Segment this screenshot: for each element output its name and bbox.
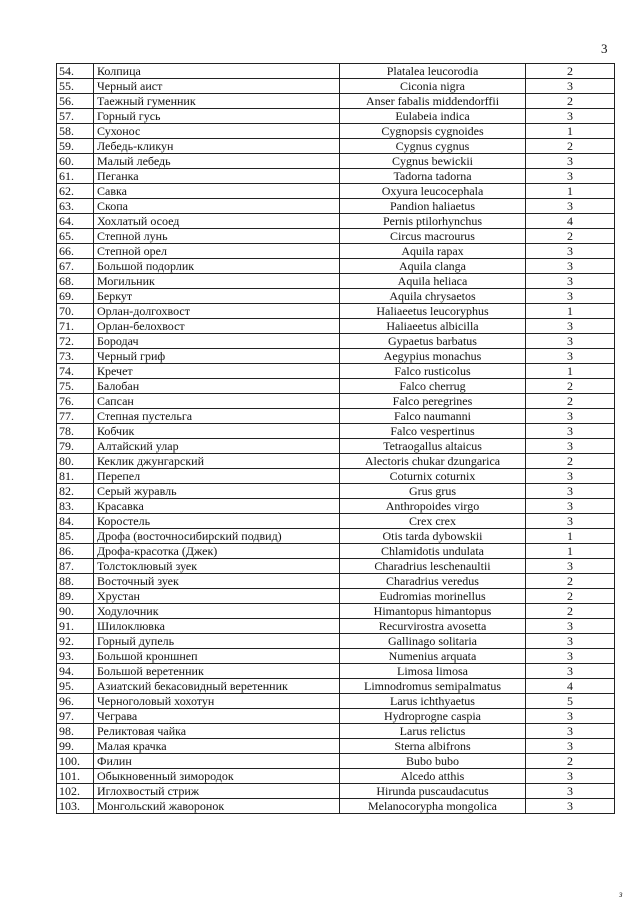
russian-name-cell: Кречет [94,364,340,379]
category-cell: 2 [526,754,615,769]
category-cell: 3 [526,349,615,364]
latin-name-cell: Platalea leucorodia [340,64,526,79]
latin-name-cell: Aquila rapax [340,244,526,259]
latin-name-cell: Alectoris chukar dzungarica [340,454,526,469]
latin-name-cell: Tadorna tadorna [340,169,526,184]
category-cell: 3 [526,289,615,304]
latin-name-cell: Limosa limosa [340,664,526,679]
table-row [57,334,615,349]
row-number-cell: 80. [57,454,94,469]
row-number-cell: 102. [57,784,94,799]
table-row [57,484,615,499]
table-row [57,244,615,259]
table-row [57,799,615,814]
russian-name-cell: Лебедь-кликун [94,139,340,154]
category-cell: 3 [526,169,615,184]
russian-name-cell: Таежный гуменник [94,94,340,109]
row-number-cell: 95. [57,679,94,694]
russian-name-cell: Азиатский бекасовидный веретенник [94,679,340,694]
category-cell: 2 [526,454,615,469]
latin-name-cell: Falco rusticolus [340,364,526,379]
latin-name-cell: Pernis ptilorhynchus [340,214,526,229]
russian-name-cell: Малая крачка [94,739,340,754]
russian-name-cell: Алтайский улар [94,439,340,454]
table-row [57,319,615,334]
page-number: 3 [601,41,608,56]
category-cell: 3 [526,154,615,169]
russian-name-cell: Могильник [94,274,340,289]
latin-name-cell: Larus ichthyaetus [340,694,526,709]
row-number-cell: 59. [57,139,94,154]
category-cell: 3 [526,244,615,259]
latin-name-cell: Circus macrourus [340,229,526,244]
latin-name-cell: Pandion haliaetus [340,199,526,214]
latin-name-cell: Falco vespertinus [340,424,526,439]
table-row [57,739,615,754]
russian-name-cell: Сапсан [94,394,340,409]
row-number-cell: 90. [57,604,94,619]
row-number-cell: 64. [57,214,94,229]
row-number-cell: 63. [57,199,94,214]
russian-name-cell: Ходулочник [94,604,340,619]
russian-name-cell: Горный дупель [94,634,340,649]
russian-name-cell: Бородач [94,334,340,349]
latin-name-cell: Sterna albifrons [340,739,526,754]
table-row [57,499,615,514]
table-row [57,724,615,739]
table-row [57,94,615,109]
category-cell: 3 [526,484,615,499]
row-number-cell: 66. [57,244,94,259]
latin-name-cell: Numenius arquata [340,649,526,664]
latin-name-cell: Charadrius veredus [340,574,526,589]
row-number-cell: 97. [57,709,94,724]
latin-name-cell: Oxyura leucocephala [340,184,526,199]
latin-name-cell: Aquila heliaca [340,274,526,289]
latin-name-cell: Otis tarda dybowskii [340,529,526,544]
russian-name-cell: Хохлатый осоед [94,214,340,229]
table-row [57,274,615,289]
latin-name-cell: Haliaeetus albicilla [340,319,526,334]
category-cell: 3 [526,409,615,424]
russian-name-cell: Черный аист [94,79,340,94]
russian-name-cell: Степной орел [94,244,340,259]
category-cell: 2 [526,394,615,409]
latin-name-cell: Hydroprogne caspia [340,709,526,724]
latin-name-cell: Crex crex [340,514,526,529]
row-number-cell: 77. [57,409,94,424]
latin-name-cell: Grus grus [340,484,526,499]
latin-name-cell: Ciconia nigra [340,79,526,94]
category-cell: 3 [526,424,615,439]
latin-name-cell: Tetraogallus altaicus [340,439,526,454]
category-cell: 1 [526,529,615,544]
category-cell: 4 [526,679,615,694]
row-number-cell: 81. [57,469,94,484]
row-number-cell: 76. [57,394,94,409]
table-row [57,589,615,604]
latin-name-cell: Aquila clanga [340,259,526,274]
russian-name-cell: Обыкновенный зимородок [94,769,340,784]
table-row [57,559,615,574]
russian-name-cell: Орлан-белохвост [94,319,340,334]
latin-name-cell: Bubo bubo [340,754,526,769]
row-number-cell: 92. [57,634,94,649]
russian-name-cell: Восточный зуек [94,574,340,589]
russian-name-cell: Горный гусь [94,109,340,124]
russian-name-cell: Балобан [94,379,340,394]
table-row [57,109,615,124]
category-cell: 3 [526,634,615,649]
row-number-cell: 54. [57,64,94,79]
table-row [57,169,615,184]
russian-name-cell: Перепел [94,469,340,484]
category-cell: 3 [526,109,615,124]
table-row [57,79,615,94]
table-row [57,574,615,589]
table-row [57,709,615,724]
row-number-cell: 58. [57,124,94,139]
russian-name-cell: Большой веретенник [94,664,340,679]
russian-name-cell: Кобчик [94,424,340,439]
latin-name-cell: Recurvirostra avosetta [340,619,526,634]
russian-name-cell: Реликтовая чайка [94,724,340,739]
category-cell: 2 [526,139,615,154]
category-cell: 3 [526,724,615,739]
row-number-cell: 69. [57,289,94,304]
table-row [57,679,615,694]
table-row [57,379,615,394]
latin-name-cell: Gypaetus barbatus [340,334,526,349]
row-number-cell: 98. [57,724,94,739]
russian-name-cell: Степная пустельга [94,409,340,424]
latin-name-cell: Melanocorypha mongolica [340,799,526,814]
latin-name-cell: Falco cherrug [340,379,526,394]
row-number-cell: 74. [57,364,94,379]
table-row [57,229,615,244]
category-cell: 3 [526,259,615,274]
table-row [57,199,615,214]
russian-name-cell: Малый лебедь [94,154,340,169]
row-number-cell: 88. [57,574,94,589]
category-cell: 3 [526,619,615,634]
row-number-cell: 91. [57,619,94,634]
row-number-cell: 84. [57,514,94,529]
row-number-cell: 67. [57,259,94,274]
table-row [57,64,615,79]
row-number-cell: 55. [57,79,94,94]
species-table-body [57,64,615,814]
row-number-cell: 101. [57,769,94,784]
russian-name-cell: Коростель [94,514,340,529]
table-row [57,124,615,139]
table-row [57,139,615,154]
russian-name-cell: Чеграва [94,709,340,724]
russian-name-cell: Кеклик джунгарский [94,454,340,469]
russian-name-cell: Монгольский жаворонок [94,799,340,814]
russian-name-cell: Пеганка [94,169,340,184]
russian-name-cell: Степной лунь [94,229,340,244]
table-row [57,469,615,484]
table-row [57,514,615,529]
row-number-cell: 93. [57,649,94,664]
latin-name-cell: Alcedo atthis [340,769,526,784]
russian-name-cell: Беркут [94,289,340,304]
row-number-cell: 100. [57,754,94,769]
latin-name-cell: Limnodromus semipalmatus [340,679,526,694]
latin-name-cell: Anser fabalis middendorffii [340,94,526,109]
table-row [57,529,615,544]
row-number-cell: 70. [57,304,94,319]
row-number-cell: 86. [57,544,94,559]
category-cell: 3 [526,319,615,334]
species-table [56,63,615,814]
table-row [57,214,615,229]
category-cell: 3 [526,469,615,484]
latin-name-cell: Aegypius monachus [340,349,526,364]
table-row [57,304,615,319]
table-row [57,394,615,409]
table-row [57,289,615,304]
category-cell: 1 [526,184,615,199]
row-number-cell: 78. [57,424,94,439]
table-row [57,769,615,784]
category-cell: 2 [526,574,615,589]
category-cell: 2 [526,589,615,604]
category-cell: 1 [526,124,615,139]
row-number-cell: 83. [57,499,94,514]
category-cell: 3 [526,439,615,454]
table-row [57,259,615,274]
latin-name-cell: Himantopus himantopus [340,604,526,619]
latin-name-cell: Coturnix coturnix [340,469,526,484]
row-number-cell: 72. [57,334,94,349]
russian-name-cell: Шилоклювка [94,619,340,634]
row-number-cell: 62. [57,184,94,199]
table-row [57,364,615,379]
category-cell: 5 [526,694,615,709]
category-cell: 2 [526,94,615,109]
latin-name-cell: Eulabeia indica [340,109,526,124]
table-row [57,184,615,199]
row-number-cell: 89. [57,589,94,604]
row-number-cell: 57. [57,109,94,124]
category-cell: 3 [526,769,615,784]
latin-name-cell: Aquila chrysaetos [340,289,526,304]
table-row [57,454,615,469]
latin-name-cell: Gallinago solitaria [340,634,526,649]
category-cell: 3 [526,709,615,724]
category-cell: 4 [526,214,615,229]
row-number-cell: 87. [57,559,94,574]
row-number-cell: 60. [57,154,94,169]
category-cell: 3 [526,784,615,799]
category-cell: 1 [526,304,615,319]
row-number-cell: 85. [57,529,94,544]
russian-name-cell: Орлан-долгохвост [94,304,340,319]
russian-name-cell: Филин [94,754,340,769]
table-row [57,649,615,664]
russian-name-cell: Сухонос [94,124,340,139]
russian-name-cell: Колпица [94,64,340,79]
russian-name-cell: Хрустан [94,589,340,604]
russian-name-cell: Черный гриф [94,349,340,364]
row-number-cell: 71. [57,319,94,334]
row-number-cell: 96. [57,694,94,709]
latin-name-cell: Anthropoides virgo [340,499,526,514]
table-row [57,409,615,424]
category-cell: 1 [526,544,615,559]
latin-name-cell: Charadrius leschenaultii [340,559,526,574]
category-cell: 2 [526,604,615,619]
latin-name-cell: Falco naumanni [340,409,526,424]
russian-name-cell: Дрофа-красотка (Джек) [94,544,340,559]
row-number-cell: 68. [57,274,94,289]
category-cell: 3 [526,799,615,814]
table-row [57,604,615,619]
row-number-cell: 99. [57,739,94,754]
latin-name-cell: Falco peregrines [340,394,526,409]
table-row [57,349,615,364]
latin-name-cell: Hirunda puscaudacutus [340,784,526,799]
latin-name-cell: Eudromias morinellus [340,589,526,604]
category-cell: 3 [526,79,615,94]
category-cell: 2 [526,64,615,79]
row-number-cell: 82. [57,484,94,499]
row-number-cell: 65. [57,229,94,244]
latin-name-cell: Cygnopsis cygnoides [340,124,526,139]
row-number-cell: 103. [57,799,94,814]
russian-name-cell: Большой подорлик [94,259,340,274]
row-number-cell: 79. [57,439,94,454]
latin-name-cell: Cygnus bewickii [340,154,526,169]
russian-name-cell: Толстоклювый зуек [94,559,340,574]
category-cell: 3 [526,334,615,349]
category-cell: 3 [526,514,615,529]
table-row [57,754,615,769]
table-row [57,154,615,169]
category-cell: 3 [526,499,615,514]
row-number-cell: 94. [57,664,94,679]
row-number-cell: 73. [57,349,94,364]
latin-name-cell: Haliaeetus leucoryphus [340,304,526,319]
russian-name-cell: Серый журавль [94,484,340,499]
table-row [57,694,615,709]
russian-name-cell: Скопа [94,199,340,214]
table-row [57,439,615,454]
category-cell: 3 [526,559,615,574]
table-row [57,664,615,679]
russian-name-cell: Черноголовый хохотун [94,694,340,709]
row-number-cell: 56. [57,94,94,109]
category-cell: 3 [526,664,615,679]
table-row [57,634,615,649]
table-row [57,544,615,559]
latin-name-cell: Larus relictus [340,724,526,739]
category-cell: 3 [526,274,615,289]
latin-name-cell: Cygnus cygnus [340,139,526,154]
table-row [57,619,615,634]
russian-name-cell: Красавка [94,499,340,514]
russian-name-cell: Дрофа (восточносибирский подвид) [94,529,340,544]
category-cell: 3 [526,649,615,664]
russian-name-cell: Большой кроншнеп [94,649,340,664]
category-cell: 2 [526,379,615,394]
row-number-cell: 61. [57,169,94,184]
table-row [57,424,615,439]
corner-mark: з [619,889,623,899]
category-cell: 3 [526,739,615,754]
russian-name-cell: Иглохвостый стриж [94,784,340,799]
latin-name-cell: Chlamidotis undulata [340,544,526,559]
russian-name-cell: Савка [94,184,340,199]
category-cell: 2 [526,229,615,244]
category-cell: 3 [526,199,615,214]
table-row [57,784,615,799]
category-cell: 1 [526,364,615,379]
row-number-cell: 75. [57,379,94,394]
